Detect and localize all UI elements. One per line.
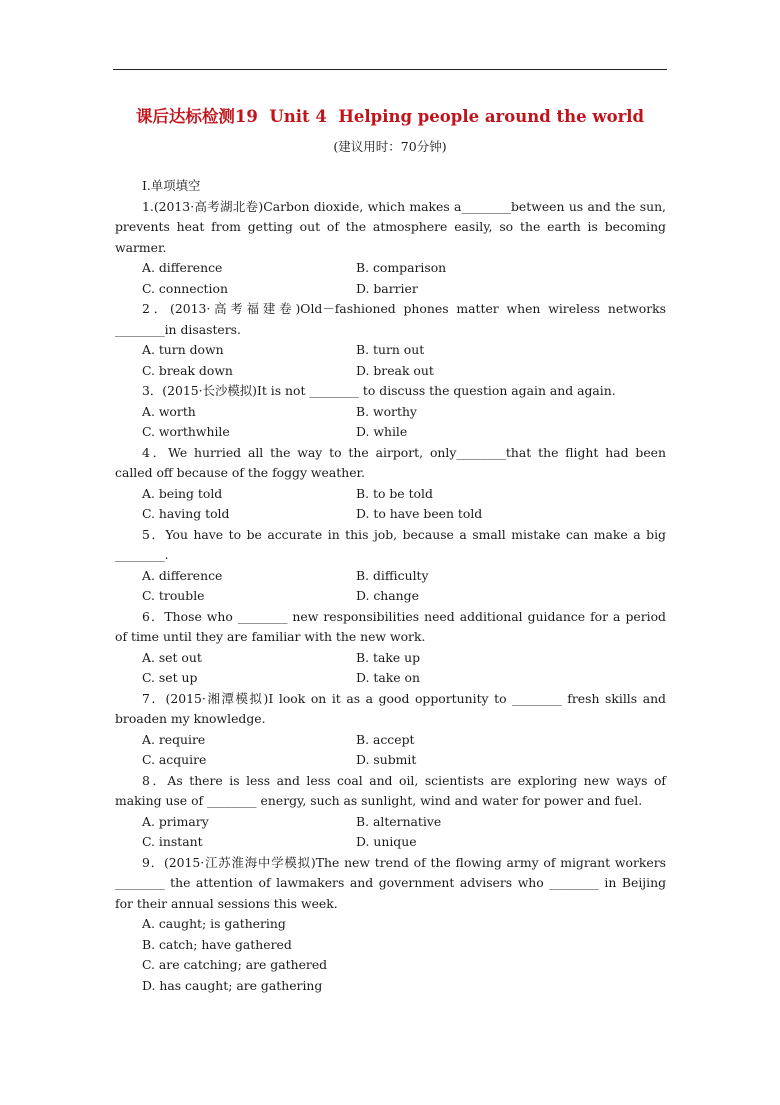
options-row [115, 279, 666, 300]
option-c: C. are catching; are gathered [142, 957, 328, 972]
option-a: A. difference [142, 260, 223, 275]
option-d: D. has caught; are gathering [142, 977, 323, 993]
options-row [115, 812, 666, 833]
option-a: A. primary [142, 813, 209, 829]
option-c: C. acquire [142, 752, 207, 767]
options-row [115, 504, 666, 525]
option-d: D. while [356, 424, 408, 439]
option-a: A. worth [142, 403, 196, 419]
option-d: D. submit [356, 752, 417, 767]
question-1: 1.(2013·高考湖北卷)Carbon dioxide, which makes a________between us and the sun, prevents heat from getting out of the atmosphere easily, so the earth is becoming warmer. [115, 198, 666, 255]
question-7: 7．(2015·湘潭模拟)I look on it as a good opportunity to ________ fresh skills and broaden my knowledge. [115, 690, 666, 726]
options-row [115, 648, 666, 669]
option-b: B. difficulty [356, 567, 429, 583]
option-b: B. take up [356, 649, 421, 665]
question-5: 5．You have to be accurate in this job, because a small mistake can make a big ________. [115, 526, 666, 562]
option-a: A. set out [142, 649, 202, 665]
options-row [115, 566, 666, 587]
section-label: Ⅰ.单项填空 [142, 178, 201, 193]
question-2: 2．(2013·高考福建卷)Old－fashioned phones matter when wireless networks ________in disasters. [115, 301, 666, 337]
option-c: C. trouble [142, 588, 205, 603]
options-row [115, 586, 666, 607]
options-row [115, 832, 666, 853]
option-d: D. to have been told [356, 506, 483, 521]
question-4: 4．We hurried all the way to the airport, only________that the flight had been called off because of the foggy weather. [115, 444, 666, 480]
option-a: A. require [142, 731, 206, 747]
option-c: C. instant [142, 834, 203, 849]
option-b: B. catch; have gathered [142, 936, 292, 952]
option-a: A. difference [142, 567, 223, 583]
options-row [115, 258, 666, 279]
options-row [115, 361, 666, 382]
option-c: C. break down [142, 362, 233, 378]
page-title: 课后达标检测19 Unit 4 Helping people around the world [135, 107, 645, 126]
question-9: 9．(2015·江苏淮海中学模拟)The new trend of the flowing army of migrant workers ________ the attention of lawmakers and government advisers who ________ in Beijing for their annual sessions this week. [115, 854, 666, 911]
option-c: C. connection [142, 280, 228, 296]
option-b: B. comparison [356, 260, 447, 275]
option-d: D. take on [356, 670, 420, 685]
options-row [115, 340, 666, 361]
header-rule [113, 69, 667, 70]
option-b: B. turn out [356, 342, 425, 357]
options-row [115, 750, 666, 771]
option-d: D. break out [356, 362, 434, 378]
question-8: 8．As there is less and less coal and oil, scientists are exploring new ways of making use of ________ energy, such as sunlight, wind and water for power and fuel. [115, 772, 666, 808]
option-c: C. worthwhile [142, 424, 230, 439]
option-c: C. having told [142, 506, 230, 521]
option-c: C. set up [142, 670, 198, 685]
options-row [115, 730, 666, 751]
option-a: A. turn down [142, 342, 224, 357]
exercise-content [115, 176, 666, 996]
options-row [115, 668, 666, 689]
option-b: B. to be told [356, 485, 433, 501]
option-d: D. change [356, 588, 419, 603]
option-d: D. unique [356, 834, 417, 849]
option-d: D. barrier [356, 280, 418, 296]
option-b: B. alternative [356, 813, 442, 829]
options-row [115, 484, 666, 505]
options-row [115, 402, 666, 423]
suggested-time: (建议用时：70分钟) [333, 139, 447, 154]
option-b: B. accept [356, 731, 415, 747]
question-3: 3．(2015·长沙模拟)It is not ________ to discuss the question again and again. [142, 383, 616, 398]
options-row [115, 422, 666, 443]
option-a: A. being told [142, 485, 223, 501]
option-a: A. caught; is gathering [142, 916, 286, 931]
question-6: 6．Those who ________ new responsibilities need additional guidance for a period of time until they are familiar with the new work. [115, 608, 666, 644]
option-b: B. worthy [356, 403, 417, 419]
